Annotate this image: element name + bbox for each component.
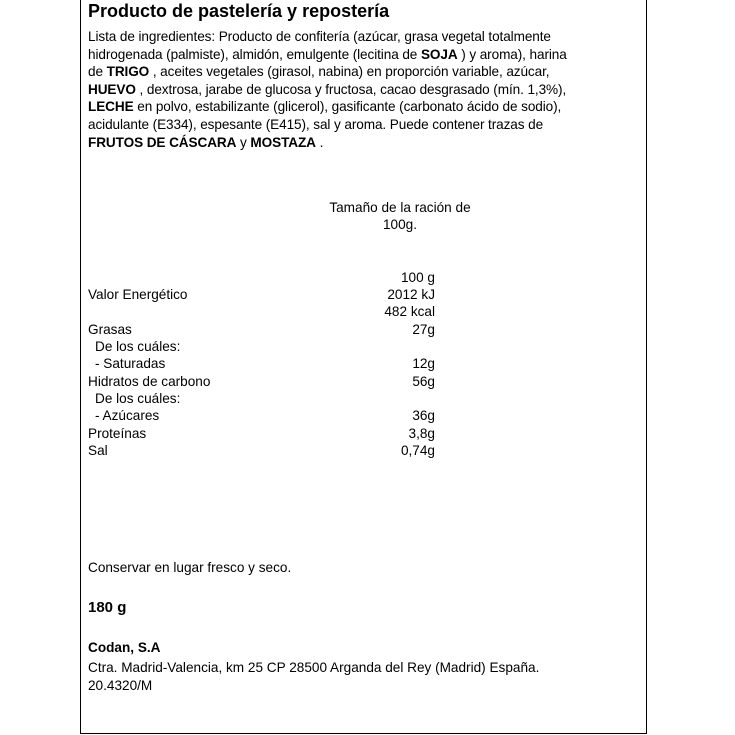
allergen-highlight: FRUTOS DE CÁSCARA — [88, 134, 237, 150]
fat-label: Grasas — [88, 322, 132, 337]
carbs-of-which-label: De los cuáles: — [95, 391, 181, 406]
ingredients-text: Lista de ingredientes: Producto de confitería (azúcar, grasa vegetal totalmente — [88, 29, 551, 44]
ingredients-text: en polvo, estabilizante (glicerol), gasificante (carbonato ácido de sodio), — [133, 99, 562, 115]
company-name: Codan, S.A — [88, 640, 161, 655]
salt-label: Sal — [88, 443, 108, 458]
sugars-label: - Azúcares — [95, 408, 160, 423]
protein-label: Proteínas — [88, 426, 147, 441]
carbs-label: Hidratos de carbono — [88, 374, 211, 389]
ingredients-line — [88, 81, 648, 99]
saturated-value: 12g — [412, 356, 435, 371]
ingredients-list — [88, 28, 648, 151]
ingredients-text: y — [236, 134, 251, 150]
allergen-highlight: LECHE — [88, 99, 134, 115]
allergen-highlight: HUEVO — [88, 81, 136, 97]
salt-value: 0,74g — [400, 443, 435, 458]
registry-code: 20.4320/M — [88, 678, 153, 693]
ingredients-text: , aceites vegetales (girasol, nabina) en proporción variable, azúcar, — [149, 64, 550, 80]
ingredients-line — [88, 46, 648, 64]
net-weight: 180 g — [88, 599, 127, 616]
ingredients-text: acidulante (E334), espesante (E415), sal y aroma. Puede contener trazas de — [88, 116, 544, 132]
company-address: Ctra. Madrid-Valencia, km 25 CP 28500 Arganda del Rey (Madrid) España. — [88, 660, 540, 675]
saturated-label: - Saturadas — [95, 356, 166, 371]
ingredients-line — [88, 63, 648, 81]
ingredients-text: . — [315, 134, 324, 150]
ingredients-line — [88, 98, 648, 116]
serving-size-line1: Tamaño de la ración de — [329, 200, 471, 215]
storage-instructions: Conservar en lugar fresco y seco. — [88, 560, 292, 575]
ingredients-line — [88, 28, 648, 46]
ingredients-line — [88, 116, 648, 134]
energy-label: Valor Energético — [88, 287, 188, 302]
allergen-highlight: SOJA — [420, 46, 458, 62]
allergen-highlight: MOSTAZA — [250, 134, 316, 150]
sugars-value: 36g — [412, 408, 435, 423]
serving-size-line2: 100g. — [382, 217, 418, 232]
allergen-highlight: TRIGO — [106, 64, 150, 80]
nutrition-column-header: 100 g — [400, 270, 435, 285]
ingredients-text: ) y aroma), harina — [457, 46, 567, 62]
protein-value: 3,8g — [408, 426, 435, 441]
energy-kcal-value: 482 kcal — [384, 304, 435, 319]
ingredients-text: hidrogenada (palmiste), almidón, emulgente (lecitina de — [88, 46, 421, 62]
fat-value: 27g — [412, 322, 435, 337]
fat-of-which-label: De los cuáles: — [95, 339, 181, 354]
ingredients-line — [88, 134, 648, 152]
ingredients-text: de — [88, 64, 107, 80]
carbs-value: 56g — [412, 374, 435, 389]
ingredients-text: , dextrosa, jarabe de glucosa y fructosa, cacao desgrasado (mín. 1,3%), — [135, 81, 567, 97]
product-title: Producto de pastelería y repostería — [88, 1, 390, 21]
energy-kj-value: 2012 kJ — [387, 287, 435, 302]
